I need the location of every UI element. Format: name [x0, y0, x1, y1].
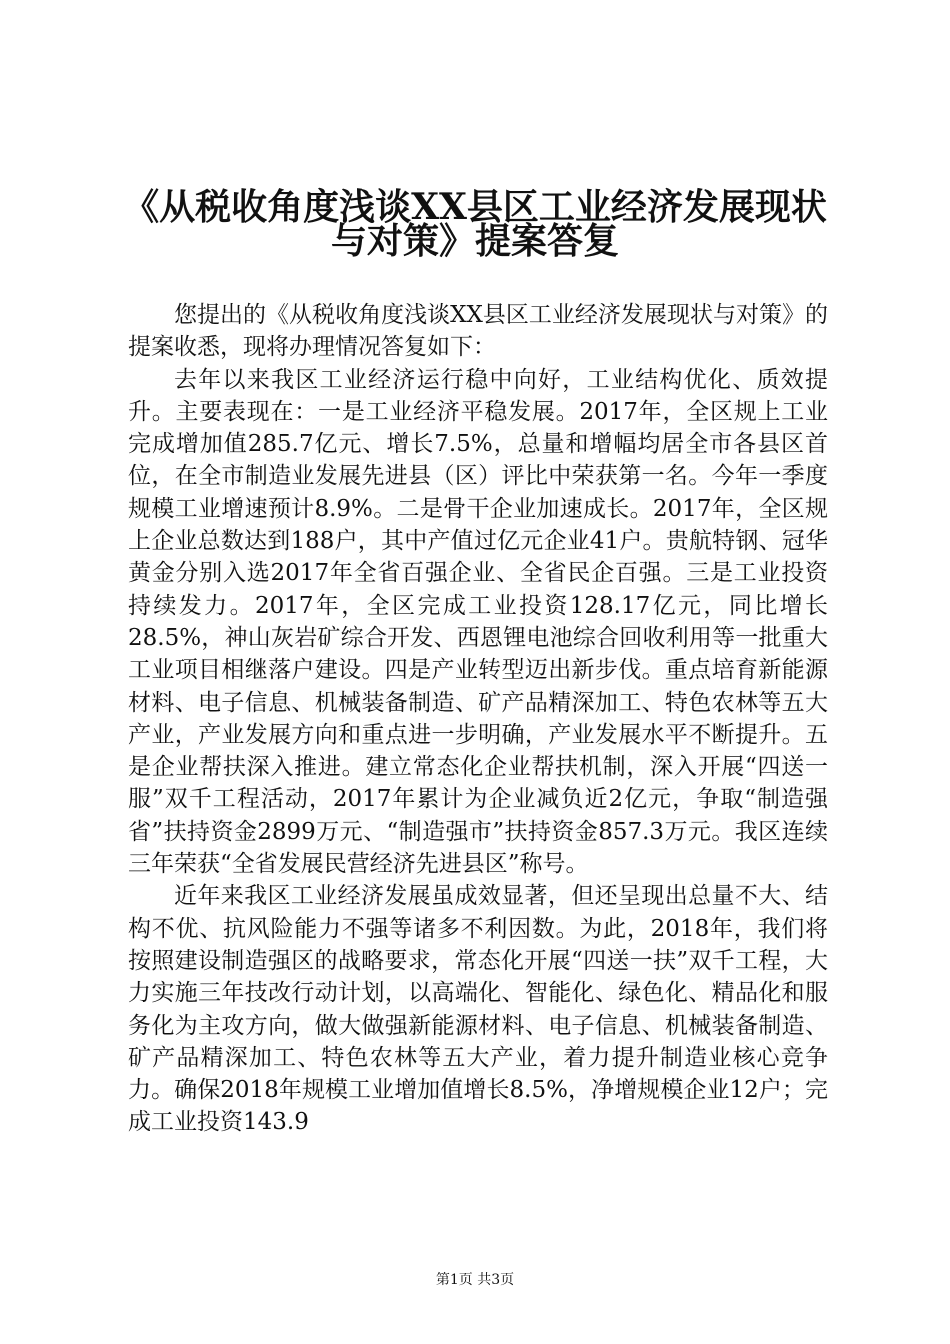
paragraph-achievements: 去年以来我区工业经济运行稳中向好，工业结构优化、质效提升。主要表现在：一是工业经济平稳发展。2017年，全区规上工业完成增加值285.7亿元、增长7.5%，总量和增幅均居全市各县区首位，在全市制造业发展先进县（区）评比中荣获第一名。今年一季度规模工业增速预计8.9%。二是骨干企业加速成长。2017年，全区规上企业总数达到188户，其中产值过亿元企业41户。贵航特钢、冠华黄金分别入选2017年全省百强企业、全省民企百强。三是工业投资持续发力。2017年，全区完成工业投资128.17亿元，同比增长28.5%，神山灰岩矿综合开发、西恩锂电池综合回收利用等一批重大工业项目相继落户建设。四是产业转型迈出新步伐。重点培育新能源材料、电子信息、机械装备制造、矿产品精深加工、特色农林等五大产业，产业发展方向和重点进一步明确，产业发展水平不断提升。五是企业帮扶深入推进。建立常态化企业帮扶机制，深入开展“四送一服”双千工程活动，2017年累计为企业减负近2亿元，争取“制造强省”扶持资金2899万元、“制造强市”扶持资金857.3万元。我区连续三年荣获“全省发展民营经济先进县区”称号。	[128, 366, 828, 878]
paragraph-plans: 近年来我区工业经济发展虽成效显著，但还呈现出总量不大、结构不优、抗风险能力不强等诸多不利因数。为此，2018年，我们将按照建设制造强区的战略要求，常态化开展“四送一扶”双千工程，大力实施三年技改行动计划，以高端化、智能化、绿色化、精品化和服务化为主攻方向，做大做强新能源材料、电子信息、机械装备制造、矿产品精深加工、特色农林等五大产业，着力提升制造业核心竞争力。确保2018年规模工业增加值增长8.5%，净增规模企业12户；完成工业投资143.9	[128, 883, 828, 1136]
document-body	[128, 299, 828, 1139]
page-footer: 第1页 共3页	[435, 1272, 515, 1288]
document-title-line-1: 《从税收角度浅谈XX县区工业经济发展现状	[123, 186, 827, 228]
paragraph-intro: 您提出的《从税收角度浅谈XX县区工业经济发展现状与对策》的提案收悉，现将办理情况答复如下：	[128, 302, 828, 361]
document-title-line-2: 与对策》提案答复	[330, 220, 619, 262]
